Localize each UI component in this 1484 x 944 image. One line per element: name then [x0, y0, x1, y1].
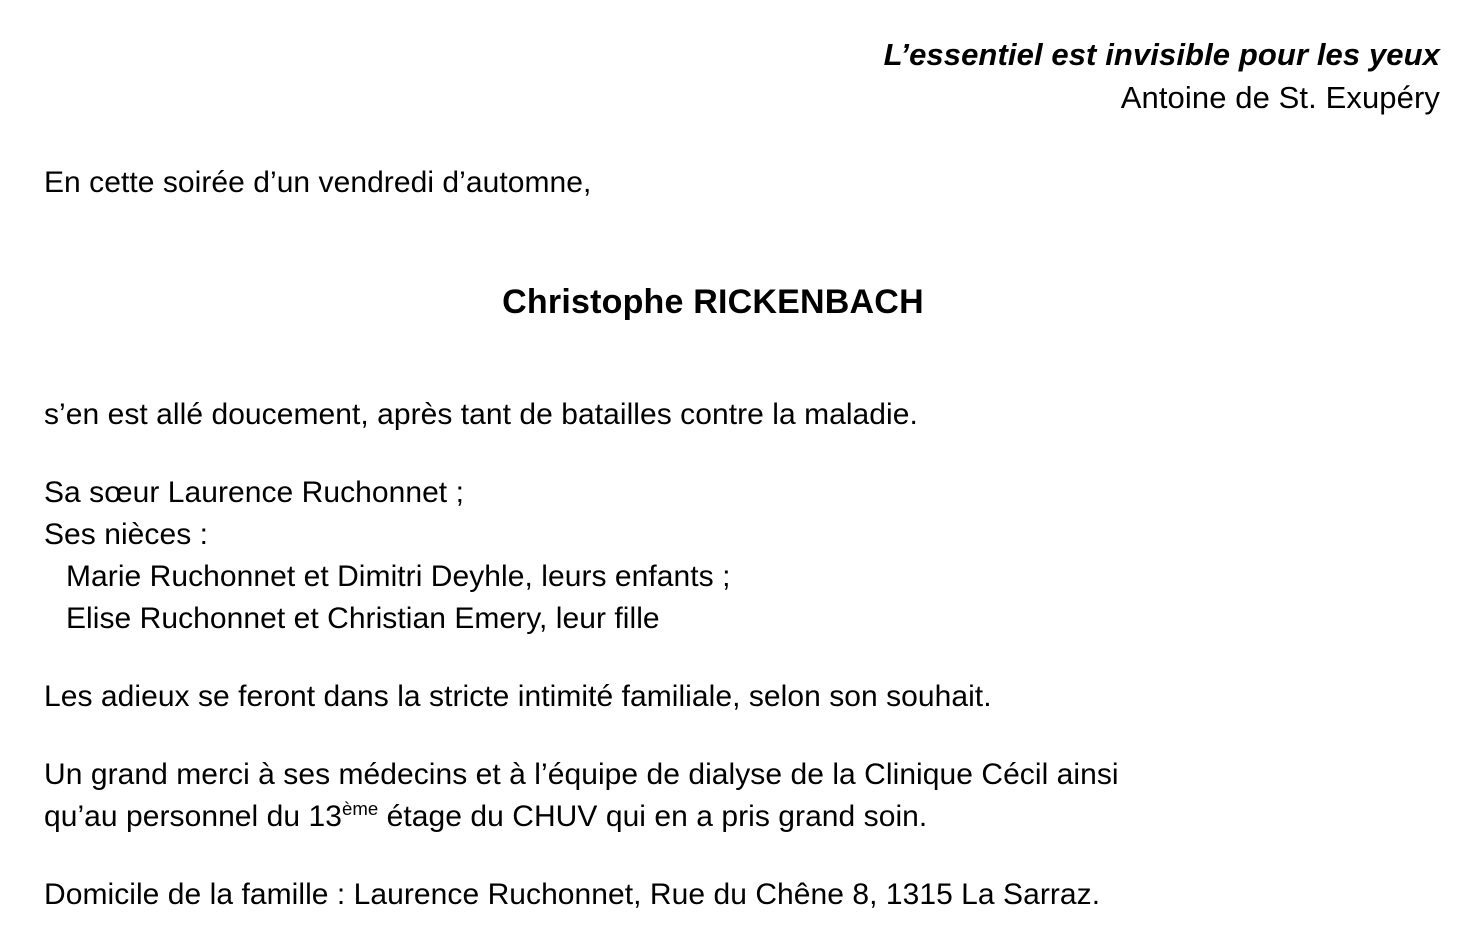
epigraph-quote: L’essentiel est invisible pour les yeux	[883, 37, 1440, 72]
ordinal-suffix: ème	[341, 798, 379, 819]
spacer	[44, 718, 1440, 754]
family-line-sister: Sa sœur Laurence Ruchonnet ;	[44, 476, 464, 509]
epigraph-author: Antoine de St. Exupéry	[1120, 80, 1440, 115]
notice-body	[0, 162, 1484, 916]
thanks-line-2-after: étage du CHUV qui en a pris grand soin.	[378, 800, 928, 833]
spacer	[44, 838, 1440, 874]
thanks-line-2-before: qu’au personnel du 13	[44, 800, 342, 833]
epigraph	[0, 0, 1484, 120]
spacer	[44, 436, 1440, 472]
family-address: Domicile de la famille : Laurence Ruchonnet, Rue du Chêne 8, 1315 La Sarraz.	[44, 878, 1101, 911]
passing-line: s’en est allé doucement, après tant de batailles contre la maladie.	[44, 398, 918, 431]
family-line-nieces: Ses nièces :	[44, 518, 209, 551]
spacer	[44, 204, 1440, 246]
deceased-name: Christophe RICKENBACH	[502, 283, 924, 321]
family-line-marie: Marie Ruchonnet et Dimitri Deyhle, leurs enfants ;	[66, 560, 731, 593]
farewell-line: Les adieux se feront dans la stricte intimité familiale, selon son souhait.	[44, 680, 992, 713]
spacer	[44, 640, 1440, 676]
opening-line: En cette soirée d’un vendredi d’automne,	[44, 166, 592, 199]
spacer	[44, 358, 1440, 394]
thanks-line-2	[44, 796, 1440, 838]
family-line-elise: Elise Ruchonnet et Christian Emery, leur fille	[66, 602, 660, 635]
thanks-line-1: Un grand merci à ses médecins et à l’équipe de dialyse de la Clinique Cécil ainsi	[44, 758, 1119, 791]
